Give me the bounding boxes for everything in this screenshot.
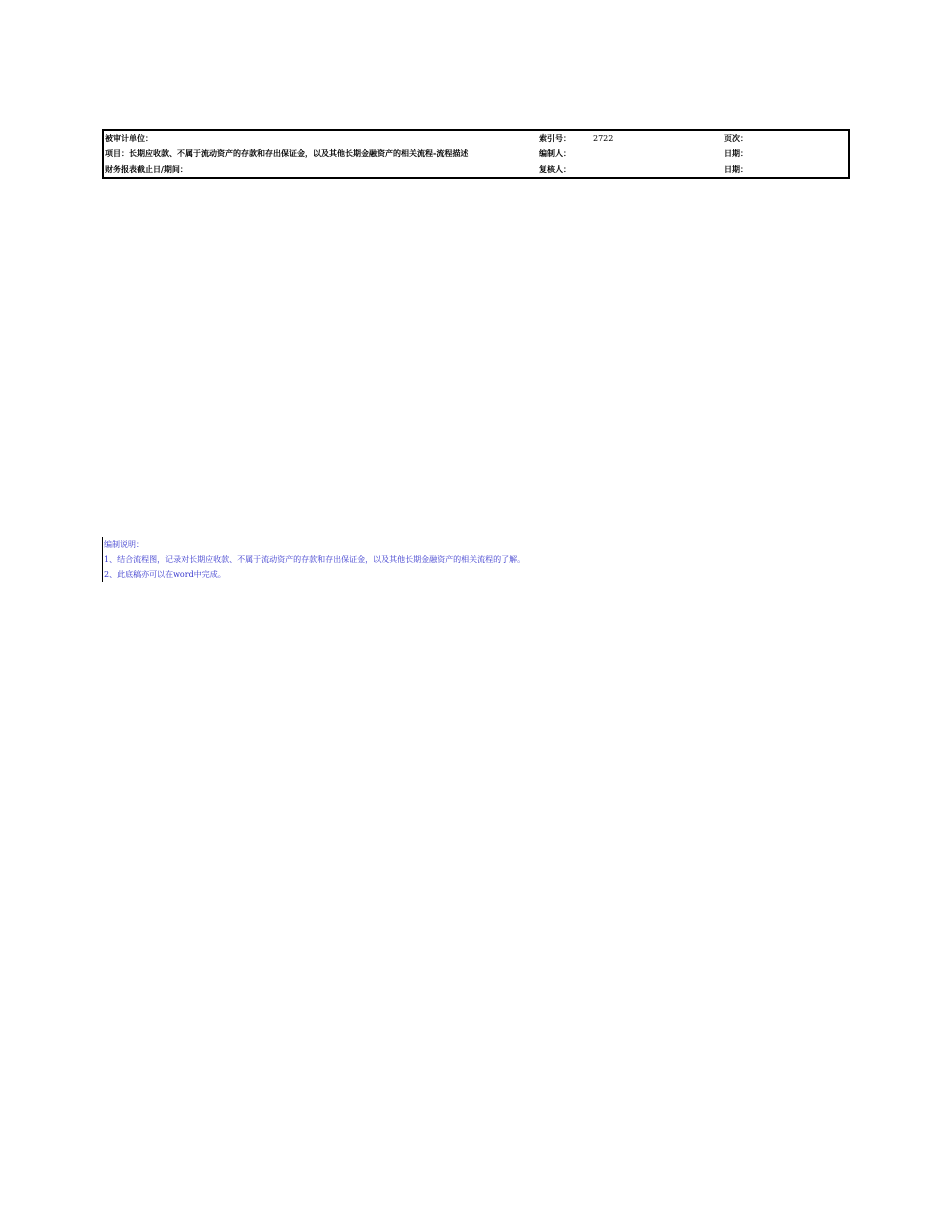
project-label: 项目：长期应收款、不属于流动资产的存款和存出保证金，以及其他长期金融资产的相关流程-流程描述 <box>105 148 469 159</box>
header-row-period <box>104 162 848 177</box>
notes-title: 编制说明： <box>104 540 144 549</box>
preparation-notes <box>102 537 804 582</box>
workpaper-header-table <box>102 129 850 179</box>
page-number-label: 页次： <box>724 133 748 143</box>
note-item-2: 2、此底稿亦可以在word中完成。 <box>104 570 226 579</box>
note-item-1: 1、结合流程图，记录对长期应收款、不属于流动资产的存款和存出保证金，以及其他长期金融资产的相关流程的了解。 <box>104 555 526 564</box>
report-period-label: 财务报表截止日/期间： <box>105 163 188 174</box>
reviewer-label: 复核人： <box>539 163 571 174</box>
header-row-project <box>104 146 848 161</box>
audited-entity-label: 被审计单位： <box>105 133 153 143</box>
index-number-label: 索引号： <box>539 133 571 143</box>
preparer-label: 编制人： <box>539 148 571 159</box>
prepared-date-label: 日期： <box>724 148 748 159</box>
reviewed-date-label: 日期： <box>724 163 748 174</box>
header-row-audited-entity <box>104 131 848 146</box>
index-number-value: 2722 <box>593 134 614 143</box>
